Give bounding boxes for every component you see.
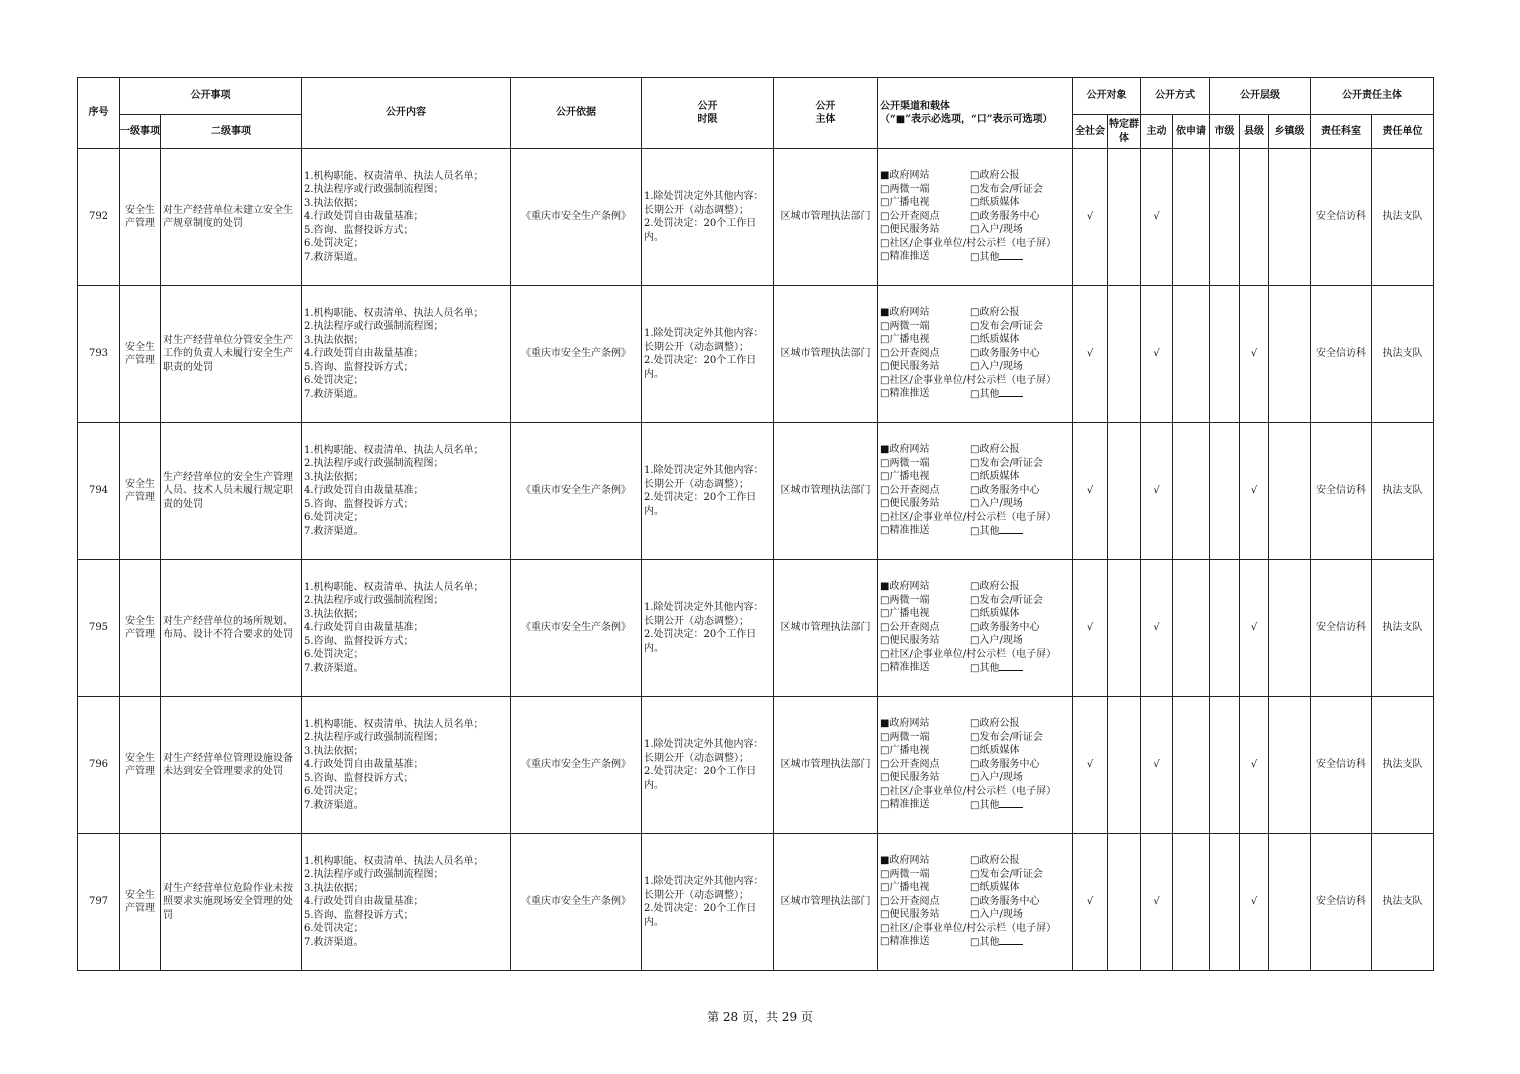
content-line: 6.处罚决定； <box>304 649 364 661</box>
content-cell <box>302 423 511 560</box>
item-l2-cell: 对生产经营单位分管安全生产工作的负责人未履行安全生产职责的处罚 <box>161 286 302 423</box>
content-line: 3.执法依据； <box>304 471 364 483</box>
channel-option: ■政府网站 <box>880 444 930 456</box>
content-line: 3.执法依据； <box>304 334 364 346</box>
channel-cell <box>878 834 1073 971</box>
content-line: 1.机构职能、权责清单、执法人员名单； <box>304 855 484 867</box>
mode-active-cell: √ <box>1141 286 1173 423</box>
item-l1-cell: 安全生产管理 <box>120 149 161 286</box>
item-l2-cell: 对生产经营单位的场所规划、布局、设计不符合要求的处罚 <box>161 560 302 697</box>
channel-option: □两微一端 <box>880 594 930 606</box>
channel-option: □政务服务中心 <box>970 621 1040 633</box>
item-l1-cell: 安全生产管理 <box>120 834 161 971</box>
subject-cell: 区城市管理执法部门 <box>774 697 878 834</box>
content-line: 1.机构职能、权责清单、执法人员名单； <box>304 718 484 730</box>
channel-option: □入户/现场 <box>970 498 1023 510</box>
content-line: 4.行政处罚自由裁量基准； <box>304 896 424 908</box>
target-group-cell <box>1108 560 1141 697</box>
level-county-cell: √ <box>1240 560 1269 697</box>
content-line: 4.行政处罚自由裁量基准； <box>304 348 424 360</box>
channel-option: □精准推送 <box>880 799 930 811</box>
blank-line <box>999 661 1023 671</box>
content-cell <box>302 560 511 697</box>
table-row <box>78 149 1434 286</box>
limit-cell: 1.除处罚决定外其他内容：长期公开（动态调整）； 2.处罚决定：20个工作日内。 <box>642 834 774 971</box>
resp-unit-cell: 执法支队 <box>1372 834 1434 971</box>
channel-option: □精准推送 <box>880 525 930 537</box>
channel-option: □便民服务站 <box>880 635 940 647</box>
channel-option: □纸质媒体 <box>970 471 1020 483</box>
channel-cell <box>878 560 1073 697</box>
channel-option: □两微一端 <box>880 457 930 469</box>
channel-option: □纸质媒体 <box>970 197 1020 209</box>
channel-option: □精准推送 <box>880 388 930 400</box>
channel-option: □入户/现场 <box>970 772 1023 784</box>
content-line: 1.机构职能、权责清单、执法人员名单； <box>304 307 484 319</box>
channel-option-other: □其他 <box>970 798 1072 813</box>
content-line: 1.机构职能、权责清单、执法人员名单； <box>304 444 484 456</box>
channel-option: □公开查阅点 <box>880 210 940 222</box>
blank-line <box>999 524 1023 534</box>
content-cell <box>302 697 511 834</box>
content-line: 6.处罚决定； <box>304 375 364 387</box>
header-mode-apply: 依申请 <box>1173 115 1210 149</box>
subject-cell: 区城市管理执法部门 <box>774 286 878 423</box>
channel-option: ■政府网站 <box>880 855 930 867</box>
header-item: 公开事项 <box>120 78 302 115</box>
channel-option: □两微一端 <box>880 731 930 743</box>
target-all-cell: √ <box>1073 560 1108 697</box>
item-l1-cell: 安全生产管理 <box>120 560 161 697</box>
limit-cell: 1.除处罚决定外其他内容：长期公开（动态调整）； 2.处罚决定：20个工作日内。 <box>642 560 774 697</box>
mode-apply-cell <box>1173 149 1210 286</box>
channel-option-other: □其他 <box>970 935 1072 950</box>
channel-option: □便民服务站 <box>880 224 940 236</box>
table-row <box>78 834 1434 971</box>
header-target-all: 全社会 <box>1073 115 1108 149</box>
channel-option: □政务服务中心 <box>970 895 1040 907</box>
target-all-cell: √ <box>1073 834 1108 971</box>
channel-option: □广播电视 <box>880 745 930 757</box>
content-line: 5.咨询、监督投诉方式； <box>304 498 414 510</box>
channel-option-wide: □社区/企事业单位/村公示栏（电子屏） <box>880 237 1057 249</box>
item-l2-cell: 对生产经营单位未建立安全生产规章制度的处罚 <box>161 149 302 286</box>
channel-option: □发布会/听证会 <box>970 594 1043 606</box>
channel-cell <box>878 286 1073 423</box>
header-level-city: 市级 <box>1210 115 1240 149</box>
subject-cell: 区城市管理执法部门 <box>774 560 878 697</box>
level-county-cell: √ <box>1240 834 1269 971</box>
content-line: 3.执法依据； <box>304 197 364 209</box>
header-content: 公开内容 <box>302 78 511 149</box>
content-line: 7.救济渠道。 <box>304 525 364 537</box>
level-town-cell <box>1269 423 1311 560</box>
resp-dept-cell: 安全信访科 <box>1311 286 1372 423</box>
level-town-cell <box>1269 834 1311 971</box>
content-line: 2.执法程序或行政强制流程图； <box>304 184 444 196</box>
level-town-cell <box>1269 149 1311 286</box>
header-target-group: 特定群体 <box>1108 115 1141 149</box>
target-group-cell <box>1108 149 1141 286</box>
channel-cell <box>878 423 1073 560</box>
channel-cell <box>878 697 1073 834</box>
level-city-cell <box>1210 149 1240 286</box>
channel-option-wide: □社区/企事业单位/村公示栏（电子屏） <box>880 785 1057 797</box>
header-subject: 公开 主体 <box>774 78 878 149</box>
content-line: 2.执法程序或行政强制流程图； <box>304 732 444 744</box>
channel-option: □广播电视 <box>880 608 930 620</box>
channel-option-wide: □社区/企事业单位/村公示栏（电子屏） <box>880 648 1057 660</box>
content-line: 3.执法依据； <box>304 882 364 894</box>
channel-option: □公开查阅点 <box>880 347 940 359</box>
mode-apply-cell <box>1173 286 1210 423</box>
channel-option: □公开查阅点 <box>880 621 940 633</box>
header-resp-unit: 责任单位 <box>1372 115 1434 149</box>
blank-line <box>999 387 1023 397</box>
content-line: 2.执法程序或行政强制流程图； <box>304 321 444 333</box>
level-city-cell <box>1210 560 1240 697</box>
mode-active-cell: √ <box>1141 149 1173 286</box>
blank-line <box>999 250 1023 260</box>
content-line: 4.行政处罚自由裁量基准； <box>304 211 424 223</box>
resp-dept-cell: 安全信访科 <box>1311 697 1372 834</box>
content-line: 7.救济渠道。 <box>304 662 364 674</box>
channel-option: □政府公报 <box>970 718 1020 730</box>
content-line: 5.咨询、监督投诉方式； <box>304 772 414 784</box>
channel-option-other: □其他 <box>970 661 1072 676</box>
channel-cell <box>878 149 1073 286</box>
basis-cell: 《重庆市安全生产条例》 <box>511 423 642 560</box>
header-seq: 序号 <box>78 78 120 149</box>
header-level: 公开层级 <box>1210 78 1311 115</box>
disclosure-table <box>77 77 1434 971</box>
channel-option: □发布会/听证会 <box>970 731 1043 743</box>
content-line: 4.行政处罚自由裁量基准； <box>304 622 424 634</box>
content-line: 6.处罚决定； <box>304 238 364 250</box>
level-town-cell <box>1269 286 1311 423</box>
channel-option-wide: □社区/企事业单位/村公示栏（电子屏） <box>880 374 1057 386</box>
channel-option-other: □其他 <box>970 250 1072 265</box>
content-line: 2.执法程序或行政强制流程图； <box>304 458 444 470</box>
channel-option: □政府公报 <box>970 855 1020 867</box>
content-line: 5.咨询、监督投诉方式； <box>304 224 414 236</box>
header-mode: 公开方式 <box>1141 78 1210 115</box>
header-limit: 公开 时限 <box>642 78 774 149</box>
item-l2-cell: 对生产经营单位危险作业未按照要求实施现场安全管理的处罚 <box>161 834 302 971</box>
limit-cell: 1.除处罚决定外其他内容：长期公开（动态调整）； 2.处罚决定：20个工作日内。 <box>642 149 774 286</box>
channel-option: □政府公报 <box>970 307 1020 319</box>
mode-active-cell: √ <box>1141 423 1173 560</box>
channel-option: □政务服务中心 <box>970 347 1040 359</box>
table-row <box>78 560 1434 697</box>
header-basis: 公开依据 <box>511 78 642 149</box>
target-group-cell <box>1108 423 1141 560</box>
item-l1-cell: 安全生产管理 <box>120 697 161 834</box>
content-line: 3.执法依据； <box>304 745 364 757</box>
item-l2-cell: 对生产经营单位管理设施设备未达到安全管理要求的处罚 <box>161 697 302 834</box>
blank-line <box>999 935 1023 945</box>
level-city-cell <box>1210 697 1240 834</box>
content-line: 5.咨询、监督投诉方式； <box>304 909 414 921</box>
content-line: 6.处罚决定； <box>304 786 364 798</box>
table-row <box>78 286 1434 423</box>
channel-option: □广播电视 <box>880 471 930 483</box>
blank-line <box>999 798 1023 808</box>
channel-option: □政府公报 <box>970 170 1020 182</box>
channel-option: □两微一端 <box>880 320 930 332</box>
mode-active-cell: √ <box>1141 697 1173 834</box>
limit-cell: 1.除处罚决定外其他内容：长期公开（动态调整）； 2.处罚决定：20个工作日内。 <box>642 286 774 423</box>
channel-option-wide: □社区/企事业单位/村公示栏（电子屏） <box>880 922 1057 934</box>
channel-option: □便民服务站 <box>880 361 940 373</box>
channel-option: □精准推送 <box>880 662 930 674</box>
target-all-cell: √ <box>1073 149 1108 286</box>
resp-dept-cell: 安全信访科 <box>1311 149 1372 286</box>
header-item-l1: 一级事项 <box>120 115 161 149</box>
channel-option-other: □其他 <box>970 387 1072 402</box>
mode-active-cell: √ <box>1141 834 1173 971</box>
level-county-cell: √ <box>1240 286 1269 423</box>
header-level-county: 县级 <box>1240 115 1269 149</box>
header-resp: 公开责任主体 <box>1311 78 1434 115</box>
header-channel: 公开渠道和载体 （“■”表示必选项，“口”表示可选项） <box>878 78 1073 149</box>
header-mode-active: 主动 <box>1141 115 1173 149</box>
level-county-cell: √ <box>1240 697 1269 834</box>
header-target: 公开对象 <box>1073 78 1141 115</box>
level-county-cell <box>1240 149 1269 286</box>
content-line: 6.处罚决定； <box>304 512 364 524</box>
page-footer: 第 28 页，共 29 页 <box>707 1010 813 1024</box>
target-all-cell: √ <box>1073 697 1108 834</box>
channel-option: □发布会/听证会 <box>970 868 1043 880</box>
content-line: 4.行政处罚自由裁量基准； <box>304 485 424 497</box>
channel-option: □发布会/听证会 <box>970 320 1043 332</box>
seq-cell: 795 <box>78 560 120 697</box>
subject-cell: 区城市管理执法部门 <box>774 834 878 971</box>
basis-cell: 《重庆市安全生产条例》 <box>511 834 642 971</box>
channel-option: ■政府网站 <box>880 307 930 319</box>
content-line: 2.执法程序或行政强制流程图； <box>304 869 444 881</box>
content-line: 5.咨询、监督投诉方式； <box>304 361 414 373</box>
target-group-cell <box>1108 286 1141 423</box>
item-l1-cell: 安全生产管理 <box>120 286 161 423</box>
basis-cell: 《重庆市安全生产条例》 <box>511 286 642 423</box>
channel-option: □纸质媒体 <box>970 608 1020 620</box>
channel-option: ■政府网站 <box>880 581 930 593</box>
resp-unit-cell: 执法支队 <box>1372 423 1434 560</box>
level-city-cell <box>1210 834 1240 971</box>
channel-option: □精准推送 <box>880 936 930 948</box>
resp-unit-cell: 执法支队 <box>1372 697 1434 834</box>
basis-cell: 《重庆市安全生产条例》 <box>511 149 642 286</box>
channel-option: □公开查阅点 <box>880 895 940 907</box>
subject-cell: 区城市管理执法部门 <box>774 423 878 560</box>
channel-option: □发布会/听证会 <box>970 457 1043 469</box>
table-row <box>78 423 1434 560</box>
resp-unit-cell: 执法支队 <box>1372 286 1434 423</box>
content-line: 7.救济渠道。 <box>304 936 364 948</box>
mode-apply-cell <box>1173 697 1210 834</box>
content-line: 1.机构职能、权责清单、执法人员名单； <box>304 581 484 593</box>
channel-option: □政务服务中心 <box>970 484 1040 496</box>
header-resp-dept: 责任科室 <box>1311 115 1372 149</box>
content-line: 5.咨询、监督投诉方式； <box>304 635 414 647</box>
level-county-cell: √ <box>1240 423 1269 560</box>
content-line: 1.机构职能、权责清单、执法人员名单； <box>304 170 484 182</box>
channel-option: ■政府网站 <box>880 718 930 730</box>
content-cell <box>302 149 511 286</box>
level-city-cell <box>1210 423 1240 560</box>
table-row <box>78 697 1434 834</box>
content-line: 4.行政处罚自由裁量基准； <box>304 759 424 771</box>
channel-option: □广播电视 <box>880 197 930 209</box>
item-l1-cell: 安全生产管理 <box>120 423 161 560</box>
resp-unit-cell: 执法支队 <box>1372 560 1434 697</box>
target-group-cell <box>1108 834 1141 971</box>
channel-option: □入户/现场 <box>970 635 1023 647</box>
resp-dept-cell: 安全信访科 <box>1311 423 1372 560</box>
mode-active-cell: √ <box>1141 560 1173 697</box>
content-line: 6.处罚决定； <box>304 923 364 935</box>
channel-option: □政务服务中心 <box>970 758 1040 770</box>
level-town-cell <box>1269 697 1311 834</box>
channel-option: □纸质媒体 <box>970 334 1020 346</box>
target-all-cell: √ <box>1073 423 1108 560</box>
channel-option-other: □其他 <box>970 524 1072 539</box>
level-city-cell <box>1210 286 1240 423</box>
target-group-cell <box>1108 697 1141 834</box>
channel-option: □便民服务站 <box>880 772 940 784</box>
content-line: 7.救济渠道。 <box>304 799 364 811</box>
seq-cell: 792 <box>78 149 120 286</box>
mode-apply-cell <box>1173 834 1210 971</box>
channel-option: □政府公报 <box>970 444 1020 456</box>
channel-option: □纸质媒体 <box>970 745 1020 757</box>
channel-option: □便民服务站 <box>880 498 940 510</box>
mode-apply-cell <box>1173 423 1210 560</box>
content-cell <box>302 286 511 423</box>
seq-cell: 797 <box>78 834 120 971</box>
content-line: 2.执法程序或行政强制流程图； <box>304 595 444 607</box>
channel-option: □纸质媒体 <box>970 882 1020 894</box>
channel-option: □政府公报 <box>970 581 1020 593</box>
channel-option: □发布会/听证会 <box>970 183 1043 195</box>
channel-option: □入户/现场 <box>970 909 1023 921</box>
header-item-l2: 二级事项 <box>161 115 302 149</box>
limit-cell: 1.除处罚决定外其他内容：长期公开（动态调整）； 2.处罚决定：20个工作日内。 <box>642 423 774 560</box>
resp-unit-cell: 执法支队 <box>1372 149 1434 286</box>
channel-option: □广播电视 <box>880 882 930 894</box>
channel-option: □入户/现场 <box>970 361 1023 373</box>
item-l2-cell: 生产经营单位的安全生产管理人员、技术人员未履行规定职责的处罚 <box>161 423 302 560</box>
seq-cell: 793 <box>78 286 120 423</box>
target-all-cell: √ <box>1073 286 1108 423</box>
channel-option: □精准推送 <box>880 251 930 263</box>
resp-dept-cell: 安全信访科 <box>1311 834 1372 971</box>
channel-option: □公开查阅点 <box>880 484 940 496</box>
channel-option: □入户/现场 <box>970 224 1023 236</box>
channel-option: □政务服务中心 <box>970 210 1040 222</box>
content-line: 7.救济渠道。 <box>304 388 364 400</box>
channel-option: □便民服务站 <box>880 909 940 921</box>
header-level-town: 乡镇级 <box>1269 115 1311 149</box>
channel-option: □两微一端 <box>880 183 930 195</box>
channel-option: ■政府网站 <box>880 170 930 182</box>
channel-option: □两微一端 <box>880 868 930 880</box>
content-line: 7.救济渠道。 <box>304 251 364 263</box>
channel-option: □广播电视 <box>880 334 930 346</box>
seq-cell: 794 <box>78 423 120 560</box>
basis-cell: 《重庆市安全生产条例》 <box>511 697 642 834</box>
mode-apply-cell <box>1173 560 1210 697</box>
subject-cell: 区城市管理执法部门 <box>774 149 878 286</box>
limit-cell: 1.除处罚决定外其他内容：长期公开（动态调整）； 2.处罚决定：20个工作日内。 <box>642 697 774 834</box>
channel-option-wide: □社区/企事业单位/村公示栏（电子屏） <box>880 511 1057 523</box>
seq-cell: 796 <box>78 697 120 834</box>
level-town-cell <box>1269 560 1311 697</box>
content-cell <box>302 834 511 971</box>
content-line: 3.执法依据； <box>304 608 364 620</box>
basis-cell: 《重庆市安全生产条例》 <box>511 560 642 697</box>
channel-option: □公开查阅点 <box>880 758 940 770</box>
resp-dept-cell: 安全信访科 <box>1311 560 1372 697</box>
